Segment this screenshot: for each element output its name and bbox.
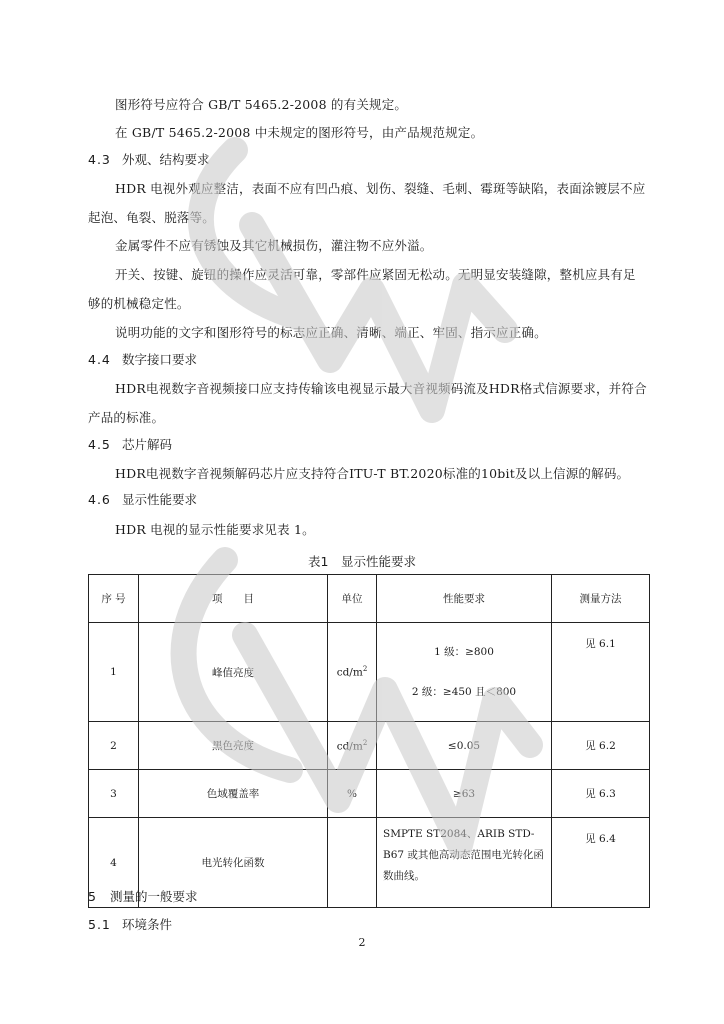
cell-unit: % bbox=[328, 770, 377, 818]
unit-text: cd/m bbox=[336, 666, 363, 679]
cell-item: 黑色亮度 bbox=[139, 722, 328, 770]
paragraph-graphic-symbols: 图形符号应符合 GB/T 5465.2-2008 的有关规定。 bbox=[115, 97, 408, 112]
paragraph-undefined-symbols: 在 GB/T 5465.2-2008 中未规定的图形符号，由产品规范规定。 bbox=[115, 125, 484, 140]
cell-requirement bbox=[377, 623, 552, 722]
paragraph-digital-interface: HDR电视数字音视频接口应支持传输该电视显示最大音视频码流及HDR格式信源要求，并符合产品的标准。 bbox=[88, 381, 647, 425]
paragraph-markings: 说明功能的文字和图形符号的标志应正确、清晰、端正、牢固、指示应正确。 bbox=[115, 325, 547, 340]
heading-4-4 bbox=[88, 351, 197, 369]
heading-number: 5.1 bbox=[88, 917, 111, 932]
unit-superscript: 2 bbox=[362, 738, 368, 747]
header-unit: 单位 bbox=[328, 575, 377, 623]
cell-method: 见 6.4 bbox=[552, 818, 650, 908]
heading-number: 4.3 bbox=[88, 152, 111, 167]
header-requirement: 性能要求 bbox=[377, 575, 552, 623]
cell-item: 电光转化函数 bbox=[139, 818, 328, 908]
cell-requirement: ≥63 bbox=[377, 770, 552, 818]
cell-requirement: ≤0.05 bbox=[377, 722, 552, 770]
heading-title: 数字接口要求 bbox=[122, 352, 198, 367]
page-number: 2 bbox=[358, 936, 366, 949]
heading-title: 测量的一般要求 bbox=[110, 889, 198, 904]
paragraph-chip-decoding: HDR电视数字音视频解码芯片应支持符合ITU-T BT.2020标准的10bit及以上信源的解码。 bbox=[115, 466, 630, 481]
unit-text: cd/m bbox=[336, 740, 363, 753]
cell-no: 3 bbox=[89, 770, 139, 818]
paragraph-appearance: HDR 电视外观应整洁，表面不应有凹凸痕、划伤、裂缝、毛刺、霉斑等缺陷，表面涂镀层不应起泡、龟裂、脱落等。 bbox=[88, 181, 646, 225]
cell-item: 峰值亮度 bbox=[139, 623, 328, 722]
table-row bbox=[89, 722, 650, 770]
heading-5-1 bbox=[88, 916, 172, 934]
table-caption: 表1 显示性能要求 bbox=[308, 554, 416, 569]
heading-5 bbox=[88, 888, 198, 906]
paragraph-display-performance: HDR 电视的显示性能要求见表 1。 bbox=[115, 522, 315, 537]
paragraph-controls: 开关、按键、旋钮的操作应灵活可靠，零部件应紧固无松动。无明显安装缝隙，整机应具有足够的机械稳定性。 bbox=[88, 267, 636, 311]
heading-number: 5 bbox=[88, 889, 97, 904]
requirement-level-1: 1 级：≥800 bbox=[434, 646, 494, 658]
heading-number: 4.6 bbox=[88, 492, 111, 507]
heading-title: 外观、结构要求 bbox=[122, 152, 210, 167]
cell-unit bbox=[328, 818, 377, 908]
table-row bbox=[89, 770, 650, 818]
heading-title: 芯片解码 bbox=[122, 437, 173, 452]
paragraph-metal-parts: 金属零件不应有锈蚀及其它机械损伤，灌注物不应外溢。 bbox=[115, 238, 433, 253]
heading-title: 环境条件 bbox=[122, 917, 173, 932]
table-header-row bbox=[89, 575, 650, 623]
heading-4-5 bbox=[88, 436, 172, 454]
cell-no: 1 bbox=[89, 623, 139, 722]
header-item: 项 目 bbox=[139, 575, 328, 623]
cell-method: 见 6.2 bbox=[552, 722, 650, 770]
cell-no: 4 bbox=[89, 818, 139, 908]
cell-item: 色域覆盖率 bbox=[139, 770, 328, 818]
cell-method: 见 6.1 bbox=[552, 623, 650, 722]
performance-table bbox=[88, 574, 650, 908]
heading-4-3 bbox=[88, 151, 210, 169]
cell-unit bbox=[328, 722, 377, 770]
cell-requirement: SMPTE ST2084、ARIB STD-B67 或其他高动态范围电光转化函数曲线。 bbox=[377, 818, 552, 908]
unit-superscript: 2 bbox=[362, 665, 368, 674]
heading-4-6 bbox=[88, 491, 197, 509]
table-row bbox=[89, 623, 650, 722]
requirement-level-2: 2 级：≥450 且＜800 bbox=[411, 686, 517, 698]
cell-method: 见 6.3 bbox=[552, 770, 650, 818]
header-no: 序 号 bbox=[89, 575, 139, 623]
header-method: 测量方法 bbox=[552, 575, 650, 623]
cell-no: 2 bbox=[89, 722, 139, 770]
heading-title: 显示性能要求 bbox=[122, 492, 198, 507]
cell-unit bbox=[328, 623, 377, 722]
heading-number: 4.5 bbox=[88, 437, 111, 452]
heading-number: 4.4 bbox=[88, 352, 111, 367]
